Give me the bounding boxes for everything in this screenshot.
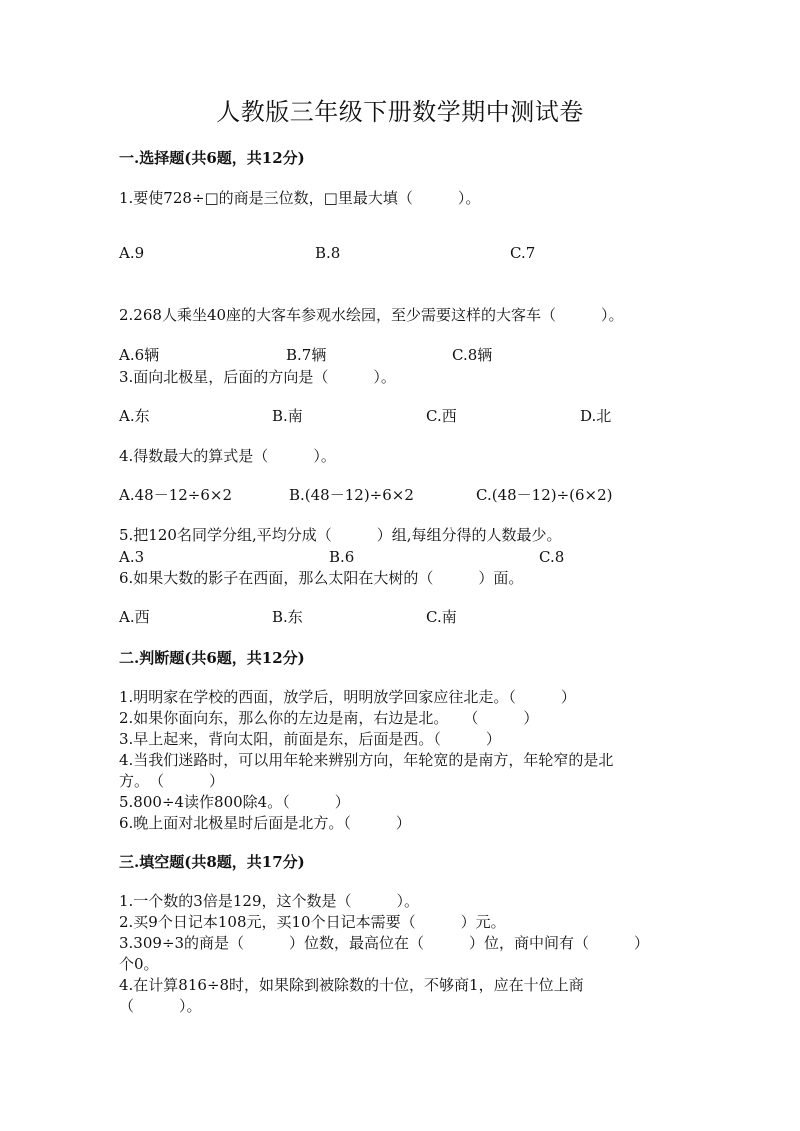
fill-blank-2: 2.买9个日记本108元，买10个日记本需要（ ）元。 [119, 913, 506, 931]
section-heading-choice: 一.选择题(共6题，共12分) [119, 149, 305, 167]
judgement-6: 6.晚上面对北极星时后面是北方。（ ） [119, 814, 411, 832]
judgement-3: 3.早上起来，背向太阳，前面是东，后面是西。（ ） [119, 730, 501, 748]
q6-option-a: A.西 [119, 608, 150, 626]
exam-title: 人教版三年级下册数学期中测试卷 [216, 98, 584, 126]
q2-option-c: C.8辆 [452, 346, 493, 364]
question-4-text: 4.得数最大的算式是（ ）。 [119, 447, 336, 465]
judgement-2: 2.如果你面向东，那么你的左边是南，右边是北。 （ ） [119, 709, 539, 727]
question-2-text: 2.268人乘坐40座的大客车参观水绘园，至少需要这样的大客车（ ）。 [119, 306, 624, 324]
section-heading-fill-blank: 三.填空题(共8题，共17分) [119, 853, 305, 871]
fill-blank-4: 4.在计算816÷8时，如果除到被除数的十位，不够商1，应在十位上商 [119, 976, 584, 994]
q3-option-d: D.北 [580, 407, 612, 425]
q1-option-a: A.9 [119, 244, 145, 262]
q1-option-b: B.8 [315, 244, 341, 262]
q5-option-b: B.6 [329, 548, 355, 566]
question-5-text: 5.把120名同学分组,平均分成（ ）组,每组分得的人数最少。 [119, 526, 562, 544]
q3-option-a: A.东 [119, 407, 150, 425]
q5-option-c: C.8 [539, 548, 565, 566]
q1-option-c: C.7 [510, 244, 536, 262]
q2-option-a: A.6辆 [119, 346, 160, 364]
judgement-4-continued: 方。 （ ） [119, 772, 225, 790]
judgement-5: 5.800÷4读作800除4。（ ） [119, 793, 350, 811]
section-heading-judgement: 二.判断题(共6题，共12分) [119, 649, 305, 667]
q6-option-c: C.南 [426, 608, 457, 626]
fill-blank-3: 3.309÷3的商是（ ）位数，最高位在（ ）位，商中间有（ ） [119, 934, 650, 952]
question-1-text: 1.要使728÷□的商是三位数，□里最大填（ ）。 [119, 189, 481, 207]
q4-option-b: B.(48－12)÷6×2 [289, 486, 414, 504]
judgement-4: 4.当我们迷路时，可以用年轮来辨别方向，年轮宽的是南方，年轮窄的是北 [119, 751, 614, 769]
judgement-1: 1.明明家在学校的西面，放学后，明明放学回家应往北走。（ ） [119, 688, 576, 706]
fill-blank-4-continued: （ ）。 [119, 997, 202, 1015]
question-3-text: 3.面向北极星，后面的方向是（ ）。 [119, 368, 396, 386]
q3-option-c: C.西 [426, 407, 457, 425]
fill-blank-1: 1.一个数的3倍是129，这个数是（ ）。 [119, 892, 419, 910]
q4-option-a: A.48－12÷6×2 [119, 486, 232, 504]
q5-option-a: A.3 [119, 548, 145, 566]
q2-option-b: B.7辆 [286, 346, 327, 364]
q3-option-b: B.南 [272, 407, 303, 425]
fill-blank-3-continued: 个0。 [119, 955, 159, 973]
question-6-text: 6.如果大数的影子在西面，那么太阳在大树的（ ）面。 [119, 569, 524, 587]
q6-option-b: B.东 [272, 608, 303, 626]
q4-option-c: C.(48－12)÷(6×2) [476, 486, 613, 504]
